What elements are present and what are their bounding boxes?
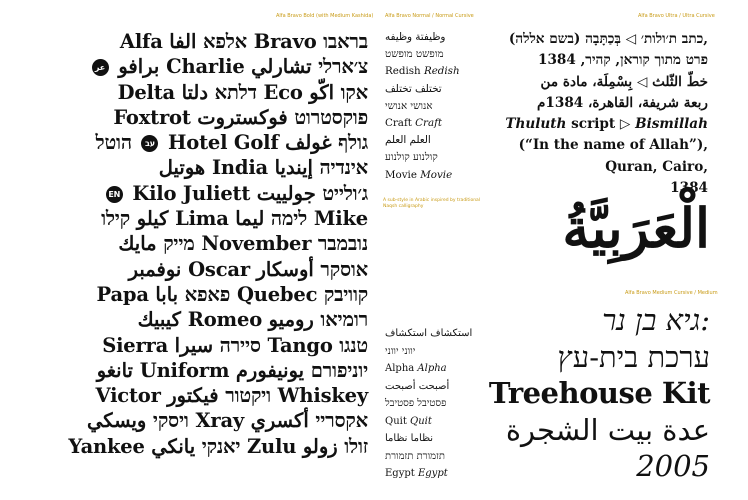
word-regular: Craft: [385, 117, 412, 130]
lima-text: Lima לימה ليما Mike: [175, 207, 368, 231]
style-note: A sub-style in Arabic inspired by traditional Naqsh calligraphy: [383, 198, 481, 209]
yankee-text: Yankee יאנקי يانكي Zulu זולו زولو: [68, 434, 368, 458]
alphabet-line: [36, 333, 368, 358]
word-line: وظيفتة وظيفه: [385, 31, 446, 43]
alphabet-line: [36, 282, 368, 307]
quebec-text: Quebec קוויבק: [236, 282, 368, 306]
delta-text: Delta דלתא دلتا Eco אקו اكّو: [117, 80, 368, 104]
mike-he-text: מייק: [163, 232, 195, 256]
ultra-line-ar1: خطّ الثّلث ◁ بِسْمِلَة، مادة من: [540, 73, 708, 90]
sierra-text: Sierra סיירה سيرا Tango טנגו: [102, 333, 368, 357]
title-year: 2005: [636, 449, 710, 483]
word-line: تختلف تختلف: [385, 82, 442, 95]
word-line: [385, 167, 473, 184]
romeo-text: Romeo רומיאו روميو: [187, 308, 368, 332]
word-line: תזמורת תזמורת: [385, 450, 445, 462]
caption-left: Alfa Bravo Bold (with Medium Kashida): [276, 13, 374, 19]
alphabet-line: [36, 29, 368, 54]
hotel-text: Hotel: [168, 131, 228, 155]
alphabet-line: [36, 206, 368, 231]
india-text: India אינדיה إينديا: [212, 156, 368, 180]
alphabet-line: [36, 231, 368, 256]
word-regular: Quit: [385, 415, 407, 427]
caption-right-bottom: Alfa Bravo Medium Cursive / Medium: [625, 290, 718, 296]
alphabet-line: [36, 408, 368, 433]
word-line: [385, 360, 473, 378]
word-regular: Alpha: [385, 363, 415, 374]
xray-text: Xray אקסריי أكسري: [195, 409, 368, 433]
word-italic: Redish: [423, 65, 460, 78]
word-line: יווני יווני: [385, 345, 416, 357]
november-text: November נובמבר: [201, 232, 368, 256]
word-italic: Quit: [410, 415, 432, 427]
word-regular: Egypt: [385, 468, 415, 479]
alphabet-line: [36, 80, 368, 105]
word-line: العلم العلم: [385, 134, 431, 147]
kilo-ar-text: كيلو: [136, 207, 169, 231]
script-word: script ▷: [571, 116, 631, 133]
word-line: أصبحت أصبحت: [385, 380, 450, 392]
charlie-text: Charlie צ׳ארלי تشارلي: [166, 55, 368, 79]
title-english: Treehouse Kit: [488, 376, 710, 410]
alphabet-line: [36, 358, 368, 383]
word-line: نظاما نظاما: [385, 433, 434, 444]
word-line: استكشاف استكشاف: [385, 328, 473, 339]
alphabet-line: [36, 434, 368, 459]
title-hebrew: ערכת בית-עץ: [557, 339, 710, 374]
medium-words-column: [385, 325, 473, 483]
ultra-line-ar2: ربعة شريفة، القاهرة، 1384م: [537, 94, 708, 111]
alphabet-column: [36, 29, 368, 459]
ultra-line-en1: [480, 114, 708, 135]
word-regular: Movie: [385, 168, 417, 181]
word-italic: Alpha: [417, 363, 447, 374]
ultra-column: [480, 29, 708, 199]
oscar-text: Oscar אוסקר أوسكار: [188, 257, 368, 281]
word-line: [385, 465, 473, 483]
ultra-line-en3: Quran, Cairo,: [605, 158, 708, 175]
word-line: [385, 413, 473, 431]
kilo-text: Kilo: [132, 181, 177, 205]
word-line: פסטיבל פסטיבל: [385, 398, 447, 409]
november-ar-text: نوفمبر: [128, 257, 182, 281]
kilo-he-text: קילו: [101, 207, 130, 231]
alphabet-line: [36, 130, 368, 155]
alfa-text: Alfa אלפא الفا: [119, 30, 247, 53]
ar-badge: عر: [92, 59, 109, 76]
tango-ar-text: تانغو: [96, 358, 133, 382]
he-badge: עב: [141, 135, 158, 152]
alphabet-line: [36, 155, 368, 180]
alphabet-line: [36, 307, 368, 332]
word-line: מופשט מופשט: [385, 48, 444, 61]
golf-text: Golf גולף غولف: [233, 131, 368, 155]
uniform-text: Uniform יוניפורם يونيفورم: [139, 358, 368, 382]
whiskey-he-text: ויסקי: [152, 409, 189, 433]
word-line: קולנוע קולנוע: [385, 151, 438, 164]
word-italic: Movie: [420, 168, 453, 181]
quebec-ar-text: كيبيك: [137, 308, 181, 332]
arabic-display-word: الْعَرَبِيَّةُ: [562, 196, 710, 260]
word-italic: Craft: [415, 117, 443, 130]
alphabet-line: [36, 54, 368, 79]
thuluth-word: Thuluth: [505, 116, 567, 133]
title-block: [478, 302, 710, 485]
ultra-line-en2: (“In the name of Allah”),: [518, 137, 708, 154]
ultra-line-he2: פרט מתוך קוראן, קהיר, 1384: [538, 52, 708, 69]
golf-he-text: הוטל: [95, 131, 132, 155]
ultra-line-he1: כתב ת׳ולות׳ ◁ בְּכַתָּבָה (בשם אללה),: [508, 31, 708, 47]
papa-text: Papa פאפא بابا: [96, 282, 231, 306]
alphabet-line: [36, 257, 368, 282]
bismillah-word: Bismillah: [635, 116, 708, 133]
ultra-line-en4: 1384: [670, 180, 708, 197]
caption-middle-top: Alfa Bravo Normal / Normal Cursive: [385, 13, 474, 19]
alphabet-line: [36, 105, 368, 130]
alphabet-line: [36, 383, 368, 408]
bravo-ar-text: برافو: [118, 55, 160, 79]
foxtrot-text: Foxtrot פוקסטרוט فوكستروت: [113, 105, 368, 129]
whiskey-ar-text: ويسكي: [87, 409, 147, 433]
mike-ar-text: مايك: [118, 232, 157, 256]
title-arabic: عدة بيت الشجرة: [505, 412, 710, 447]
en-badge: EN: [106, 186, 123, 203]
word-line: אנושי אנושי: [385, 99, 433, 112]
word-italic: Egypt: [417, 468, 448, 479]
alphabet-line: [36, 181, 368, 206]
word-line: [385, 63, 473, 80]
normal-words-column: [385, 29, 473, 184]
title-author-hebrew: גיא בן נר:: [602, 303, 710, 337]
bravo-text: Bravo בראבו: [253, 30, 368, 53]
word-regular: Redish: [385, 65, 421, 78]
juliett-text: Juliett ג׳ולייט جولييت: [182, 181, 368, 205]
hotel-ar-text: هوتيل: [158, 156, 206, 180]
caption-right-top: Alfa Bravo Ultra / Ultra Cursive: [638, 13, 715, 19]
word-line: [385, 115, 473, 132]
victor-text: Victor ויקטור فيكتور Whiskey: [95, 384, 368, 408]
